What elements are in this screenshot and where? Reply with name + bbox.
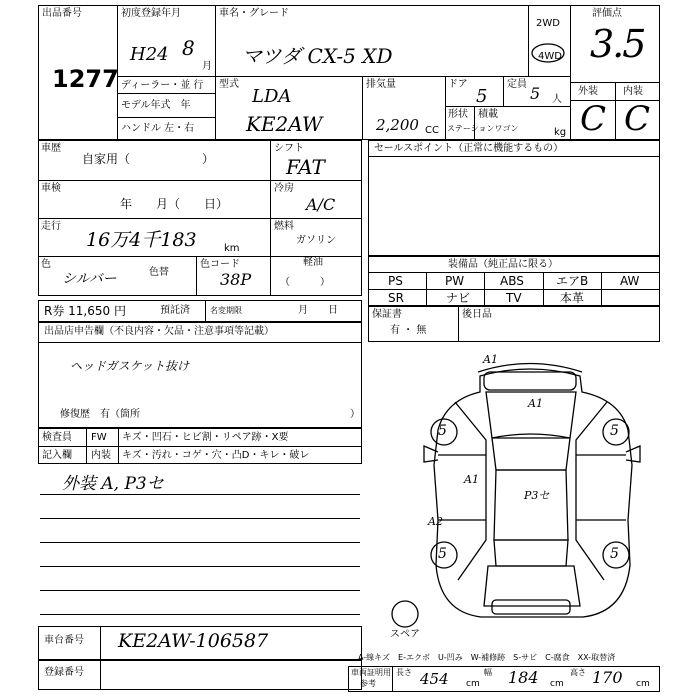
shift-label: シフト bbox=[274, 143, 304, 154]
shape-label: 形状 bbox=[448, 109, 468, 120]
tire-front-right: 5 bbox=[610, 423, 619, 439]
type-code-1: LDA bbox=[252, 86, 292, 107]
first-reg-month: 8 bbox=[182, 36, 195, 60]
fuel-gasoline: ガソリン bbox=[296, 235, 336, 246]
mileage-label: 走行 bbox=[41, 221, 61, 232]
inspector-note: 外装 A, P3セ bbox=[62, 474, 164, 494]
chassis-value: KE2AW-106587 bbox=[118, 630, 269, 652]
load-label: 積載 bbox=[478, 109, 498, 120]
sales-label: セールスポイント（正常に機能するもの） bbox=[374, 143, 564, 154]
color-code: 38P bbox=[220, 270, 252, 289]
width-label: 幅 bbox=[484, 668, 492, 677]
inspection-value: 年 月（ 日） bbox=[120, 197, 229, 211]
ext-label: 外装 bbox=[578, 86, 598, 97]
capacity-unit: 人 bbox=[552, 94, 562, 105]
equip-tv: TV bbox=[506, 291, 522, 305]
inspector-row2-head: 内装 bbox=[91, 450, 111, 461]
score-value: 3.5 bbox=[590, 22, 645, 66]
aircon-value: A/C bbox=[306, 195, 336, 214]
door-value: 5 bbox=[476, 86, 488, 107]
equip-leather: 本革 bbox=[560, 291, 585, 305]
reg-frame bbox=[38, 660, 362, 690]
width-unit: cm bbox=[550, 679, 564, 689]
later-label: 後日品 bbox=[462, 309, 492, 320]
cert-label-2: 参考 bbox=[360, 679, 376, 688]
length-unit: cm bbox=[466, 679, 480, 689]
door-label: ドア bbox=[448, 79, 468, 90]
tire-rear-left: 5 bbox=[438, 546, 447, 562]
height-label: 高さ bbox=[570, 668, 586, 677]
capacity-label: 定員 bbox=[507, 79, 527, 90]
chassis-label: 車台番号 bbox=[44, 635, 84, 646]
color-code-label: 色コード bbox=[200, 259, 240, 270]
lot-no-label: 出品番号 bbox=[42, 8, 82, 19]
name-change-date: 月 日 bbox=[298, 305, 338, 316]
first-reg-label: 初度登録年月 bbox=[121, 8, 181, 19]
equip-abs: ABS bbox=[500, 274, 524, 288]
aircon-label: 冷房 bbox=[274, 183, 294, 194]
inspector-label-2: 記入欄 bbox=[42, 450, 72, 461]
displacement-value: 2,200 bbox=[376, 116, 419, 134]
dealer-label: ディーラー・並 行 bbox=[121, 80, 204, 91]
length-value: 454 bbox=[420, 670, 449, 688]
mileage-value: 16万4千183 bbox=[86, 229, 197, 251]
lot-number: 1277 bbox=[52, 65, 119, 93]
fuel-label: 燃料 bbox=[274, 221, 294, 232]
length-label: 長さ bbox=[396, 668, 412, 677]
fuel-paren: （ ） bbox=[280, 277, 330, 288]
name-grade-label: 車名・グレード bbox=[219, 8, 289, 19]
km-unit: km bbox=[224, 243, 240, 254]
kg-unit: kg bbox=[554, 127, 567, 138]
model-year-label: モデル年式 年 bbox=[121, 100, 191, 111]
inspector-row1-head: FW bbox=[91, 432, 107, 443]
legend-text: A-線キズ E-エクボ U-凹み W-補修跡 S-サビ C-腐食 XX-取替済 bbox=[358, 653, 616, 662]
recycle-deposit: 預託済 bbox=[160, 305, 190, 316]
displacement-label: 排気量 bbox=[366, 79, 396, 90]
mark-left-door: A1 bbox=[464, 473, 479, 486]
mark-hood: A1 bbox=[528, 397, 543, 410]
equipment-label: 装備品（純正品に限る） bbox=[448, 259, 558, 270]
warranty-label: 保証書 bbox=[372, 309, 402, 320]
mark-left-rear: A2 bbox=[428, 515, 443, 528]
month-unit: 月 bbox=[202, 61, 212, 72]
color-label: 色 bbox=[41, 259, 51, 270]
spare-label: スペア bbox=[390, 629, 420, 640]
equip-pw: PW bbox=[445, 274, 465, 288]
equip-aw: AW bbox=[620, 274, 640, 288]
equip-airbag: エアB bbox=[556, 274, 589, 288]
remarks-label: 出品店申告欄（不良内容・欠品・注意事項等記載） bbox=[44, 326, 274, 337]
color-change-label: 色替 bbox=[149, 267, 169, 278]
remarks-content: ヘッドガスケット抜け bbox=[70, 359, 190, 373]
cc-unit: CC bbox=[425, 125, 439, 136]
mark-roof: P3セ bbox=[524, 489, 550, 502]
inspector-row2: キズ・汚れ・コゲ・穴・凸D・キレ・破レ bbox=[122, 450, 310, 461]
width-value: 184 bbox=[508, 668, 539, 687]
tire-front-left: 5 bbox=[438, 423, 447, 439]
ext-grade: C bbox=[580, 99, 607, 139]
reg-label: 登録番号 bbox=[44, 667, 84, 678]
equip-ps: PS bbox=[388, 274, 403, 288]
int-grade: C bbox=[624, 99, 651, 139]
repair-label: 修復歴 有（箇所 bbox=[60, 409, 140, 420]
capacity-value: 5 bbox=[530, 84, 541, 103]
repair-end: ） bbox=[350, 409, 360, 420]
handle-label: ハンドル 左・右 bbox=[121, 123, 195, 134]
type-label: 型式 bbox=[219, 79, 239, 90]
shape-value: ステーションワゴン bbox=[447, 124, 519, 133]
inspector-label-1: 検査員 bbox=[42, 432, 72, 443]
name-grade: マツダ CX-5 XD bbox=[242, 44, 393, 68]
equip-navi: ナビ bbox=[446, 291, 471, 305]
name-change-label: 名変期限 bbox=[210, 306, 242, 315]
first-reg-year: H24 bbox=[130, 44, 169, 65]
int-label: 内装 bbox=[623, 86, 643, 97]
mark-front-bumper: A1 bbox=[483, 353, 498, 366]
equip-sr: SR bbox=[388, 291, 404, 305]
history-label: 車歴 bbox=[41, 143, 61, 154]
score-label: 評価点 bbox=[592, 8, 622, 19]
color-value: シルバー bbox=[62, 271, 117, 287]
shift-value: FAT bbox=[286, 155, 325, 179]
inspection-label: 車検 bbox=[41, 183, 61, 194]
height-unit: cm bbox=[636, 679, 650, 689]
history-value: 自家用（ ） bbox=[82, 152, 215, 166]
recycle-amount: R券 11,650 円 bbox=[44, 304, 126, 318]
fuel-diesel: 軽油 bbox=[303, 257, 323, 268]
inspector-row1: キズ・凹石・ヒビ割・リペア跡・X要 bbox=[122, 432, 289, 443]
cert-label-1: 車両証明用 bbox=[351, 668, 391, 677]
drive-4wd: 4WD bbox=[538, 51, 562, 62]
warranty-value: 有 ・ 無 bbox=[390, 325, 427, 336]
height-value: 170 bbox=[592, 668, 623, 687]
tire-rear-right: 5 bbox=[610, 546, 619, 562]
type-code-2: KE2AW bbox=[246, 112, 323, 136]
drive-2wd: 2WD bbox=[536, 18, 560, 29]
